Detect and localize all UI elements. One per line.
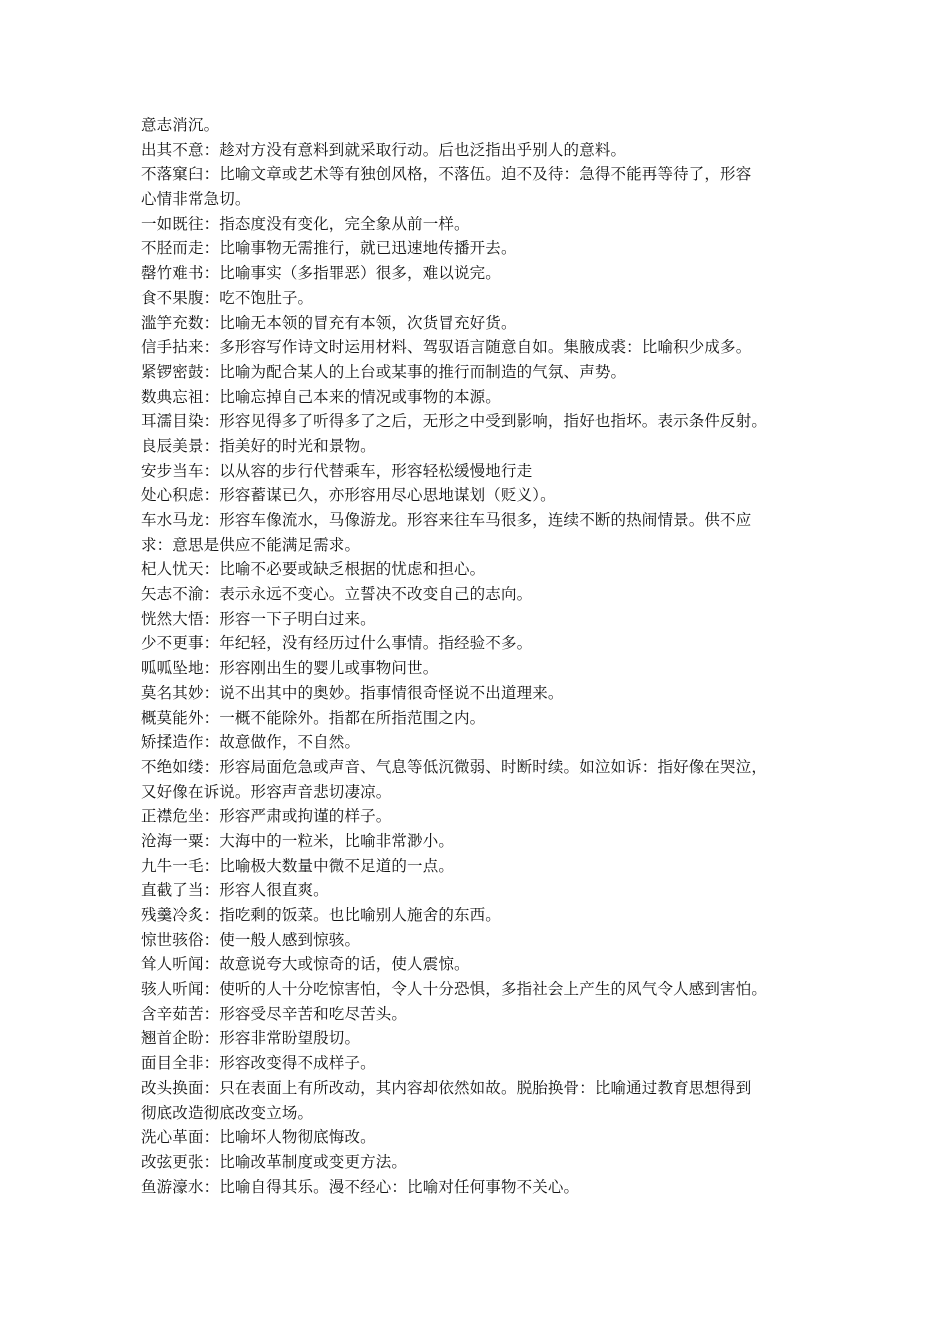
text-line: 九牛一毛：比喻极大数量中微不足道的一点。 <box>141 856 455 875</box>
text-line: 骇人听闻：使听的人十分吃惊害怕，令人十分恐惧，多指社会上产生的风气令人感到害怕。 <box>141 980 768 999</box>
text-line: 矫揉造作：故意做作，不自然。 <box>141 733 361 752</box>
text-line: 心情非常急切。 <box>141 190 251 209</box>
text-line: 一如既往：指态度没有变化，完全象从前一样。 <box>141 214 470 233</box>
text-line: 不胫而走：比喻事物无需推行，就已迅速地传播开去。 <box>141 239 517 258</box>
text-line: 沧海一粟：大海中的一粒米，比喻非常渺小。 <box>141 831 455 850</box>
text-line: 又好像在诉说。形容声音悲切凄凉。 <box>141 782 392 801</box>
text-line: 残羹冷炙：指吃剩的饭菜。也比喻别人施舍的东西。 <box>141 906 501 924</box>
text-line: 改头换面：只在表面上有所改动，其内容却依然如故。脱胎换骨：比喻通过教育思想得到 <box>141 1078 752 1097</box>
text-line: 不落窠臼：比喻文章或艺术等有独创风格，不落伍。迫不及待：急得不能再等待了，形容 <box>141 165 752 184</box>
text-line: 改弦更张：比喻改革制度或变更方法。 <box>141 1152 408 1171</box>
text-line: 意志消沉。 <box>141 116 220 134</box>
text-line: 少不更事：年纪轻，没有经历过什么事情。指经验不多。 <box>141 634 533 653</box>
text-line: 含辛茹苦：形容受尽辛苦和吃尽苦头。 <box>141 1004 408 1023</box>
text-line: 出其不意：趁对方没有意料到就采取行动。后也泛指出乎别人的意料。 <box>141 140 627 159</box>
document-body <box>141 113 821 1199</box>
text-line: 食不果腹：吃不饱肚子。 <box>141 288 314 307</box>
text-line: 杞人忧天：比喻不必要或缺乏根据的忧虑和担心。 <box>141 560 486 579</box>
text-line: 翘首企盼：形容非常盼望殷切。 <box>141 1029 361 1048</box>
text-line: 滥竽充数：比喻无本领的冒充有本领，次货冒充好货。 <box>141 313 517 332</box>
text-line: 概莫能外：一概不能除外。指都在所指范围之内。 <box>141 708 486 727</box>
text-line: 直截了当：形容人很直爽。 <box>141 881 329 900</box>
text-line: 惊世骇俗：使一般人感到惊骇。 <box>141 930 361 949</box>
text-line: 信手拈来：多形容写作诗文时运用材料、驾驭语言随意自如。集腋成裘：比喻积少成多。 <box>141 338 752 357</box>
text-line: 处心积虑：形容蓄谋已久，亦形容用尽心思地谋划（贬义）。 <box>141 486 556 505</box>
text-line: 紧锣密鼓：比喻为配合某人的上台或某事的推行而制造的气氛、声势。 <box>141 362 627 381</box>
text-line: 罄竹难书：比喻事实（多指罪恶）很多，难以说完。 <box>141 264 501 283</box>
text-line: 求：意思是供应不能满足需求。 <box>141 535 361 554</box>
text-line: 数典忘祖：比喻忘掉自己本来的情况或事物的本源。 <box>141 387 501 406</box>
text-line: 良辰美景：指美好的时光和景物。 <box>141 436 376 455</box>
text-line: 车水马龙：形容车像流水，马像游龙。形容来往车马很多，连续不断的热闹情景。供不应 <box>141 511 752 529</box>
text-line: 矢志不渝：表示永远不变心。立誓决不改变自己的志向。 <box>141 585 533 604</box>
text-line: 呱呱坠地：形容刚出生的婴儿或事物问世。 <box>141 659 439 678</box>
text-line: 正襟危坐：形容严肃或拘谨的样子。 <box>141 807 392 826</box>
text-line: 彻底改造彻底改变立场。 <box>141 1103 314 1122</box>
text-line: 耳濡目染：形容见得多了听得多了之后，无形之中受到影响，指好也指坏。表示条件反射。 <box>141 412 768 431</box>
text-line: 不绝如缕：形容局面危急或声音、气息等低沉微弱、时断时续。如泣如诉：指好像在哭泣， <box>141 757 768 776</box>
text-line: 鱼游濠水：比喻自得其乐。漫不经心：比喻对任何事物不关心。 <box>141 1177 580 1196</box>
text-line: 面目全非：形容改变得不成样子。 <box>141 1054 376 1073</box>
text-line: 洗心革面：比喻坏人物彻底悔改。 <box>141 1128 376 1147</box>
text-line: 莫名其妙：说不出其中的奥妙。指事情很奇怪说不出道理来。 <box>141 683 564 702</box>
text-line: 耸人听闻：故意说夸大或惊奇的话，使人震惊。 <box>141 955 470 974</box>
text-line: 安步当车：以从容的步行代替乘车，形容轻松缓慢地行走 <box>141 461 533 480</box>
text-line: 恍然大悟：形容一下子明白过来。 <box>141 609 376 628</box>
